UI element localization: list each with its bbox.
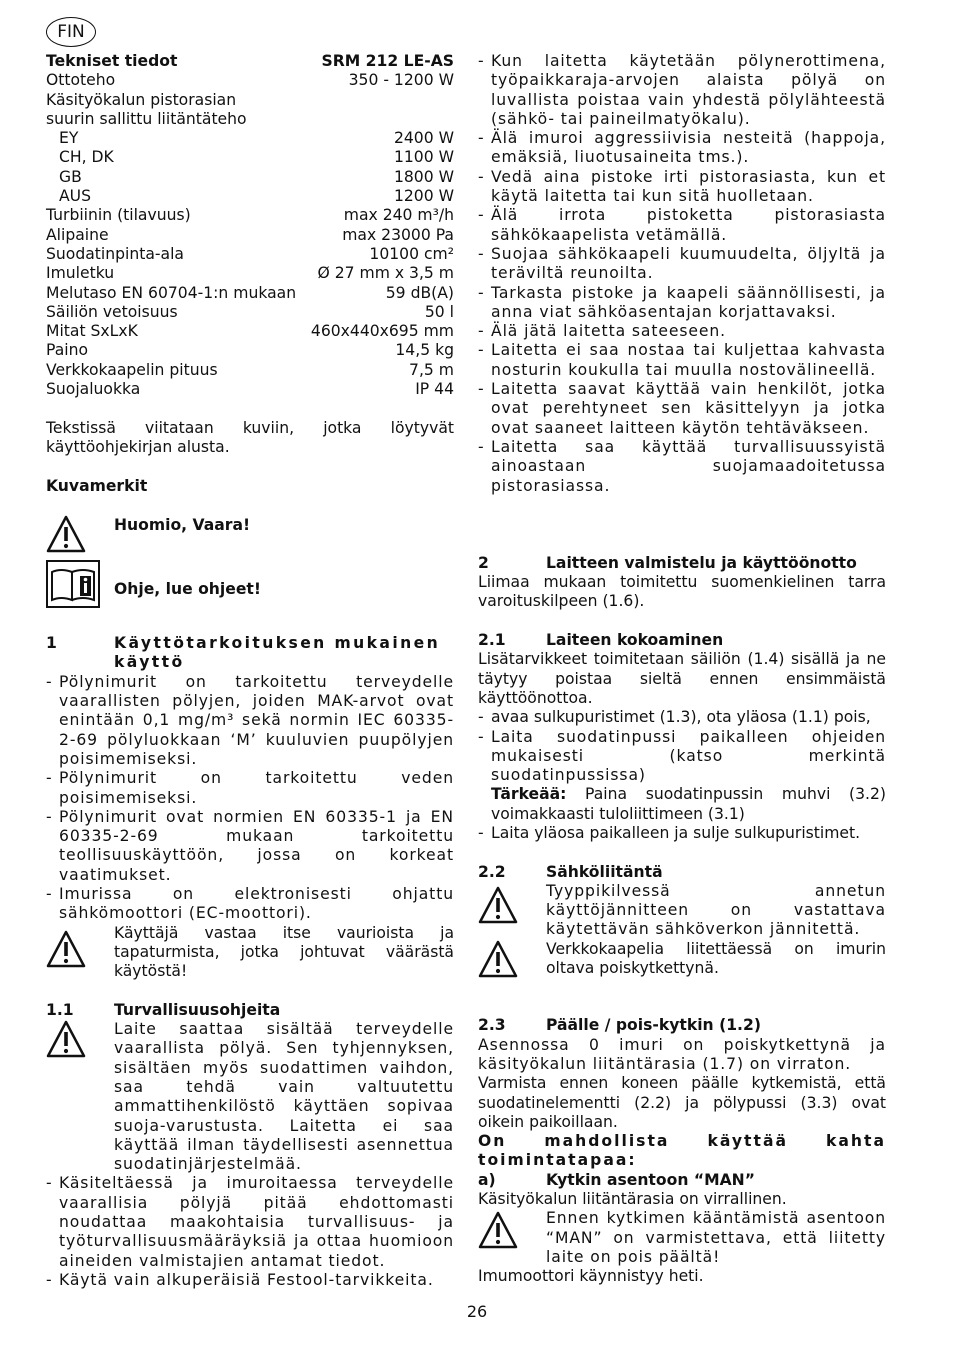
specs-title: Tekniset tiedot: [46, 52, 178, 70]
list-item: - Pölynimurit ovat normien EN 60335-1 ja EN 60335-2-69 mukaan tarkoitettu teollisuuskäyttöön, jossa on korkeat vaatimukset.: [46, 808, 454, 885]
section-2-3-warning: Ennen kytkimen kääntämistä asentoon “MAN” on varmistettava, että liitetty laite on pois päältä!: [478, 1209, 886, 1267]
language-badge: FIN: [46, 17, 96, 47]
spec-row: [46, 129, 454, 148]
section-1-heading: 1 Käyttötarkoituksen mukainen käyttö: [46, 634, 441, 672]
list-item: - Laitetta ei saa nostaa tai kuljettaa kahvasta nosturin koukulla tai muulla nostovälineellä.: [478, 341, 886, 380]
section-2-3-text-2: Varmista ennen koneen päälle kytkemistä, että suodatinelementti (2.2) ja pölypussi (3.3) ovat oikein paikoillaan.: [478, 1074, 886, 1131]
symbol-manual-label: Ohje, lue ohjeet!: [114, 580, 261, 599]
spec-label: AUS: [59, 187, 91, 206]
spec-label: Alipaine: [46, 225, 109, 244]
section-2-3-heading: 2.3 Päälle / pois-kytkin (1.2): [478, 1016, 761, 1035]
symbols-title: Kuvamerkit: [46, 476, 148, 495]
spec-value: max 23000 Pa: [342, 225, 454, 244]
section-1-list: [46, 673, 454, 924]
manual-info-icon: [46, 560, 114, 616]
spec-value: IP 44: [415, 380, 454, 399]
section-1-warning: Käyttäjä vastaa itse vaurioista ja tapaturmista, jotka johtuvat väärästä käytöstä!: [46, 924, 454, 982]
spec-row: [46, 245, 454, 264]
important-label: Tärkeää:: [491, 785, 567, 804]
section-1-1-list-left: [46, 1174, 454, 1290]
spec-value: 50 l: [424, 302, 454, 321]
spec-row: [46, 322, 454, 341]
warning-icon: [478, 940, 546, 979]
spec-row: [46, 187, 454, 206]
spec-row: [46, 91, 454, 110]
list-item: - Laita suodatinpussi paikalleen ohjeiden mukaisesti (katso merkintä suodatinpussissa) Tärkeää: Paina suodatinpussin muhvi (3.2) voimakkaasti tuloliittimeen (3.1): [478, 728, 886, 824]
list-item: - Vedä aina pistoke irti pistorasiasta, kun et käytä laitetta tai kun sitä huolletaan.: [478, 168, 886, 207]
spec-label: Melutaso EN 60704-1:n mukaan: [46, 283, 297, 302]
list-item: - Älä irrota pistoketta pistorasiasta sähkökaapelista vetämällä.: [478, 206, 886, 245]
spec-value: 1800 W: [393, 167, 454, 186]
list-item: - Laitetta saavat käyttää vain henkilöt, jotka ovat perehtyneet sen käsittelyyn ja jotka ovat saaneet laitteen käytön tehtäväkseen.: [478, 380, 886, 438]
symbol-warning-row: [46, 515, 454, 555]
list-item: - Imurissa on elektronisesti ohjattu sähkömoottori (EC-moottori).: [46, 885, 454, 924]
spec-row: [46, 284, 454, 303]
spec-label: Suojaluokka: [46, 380, 141, 399]
specs-header: [46, 52, 454, 71]
spec-value: 59 dB(A): [385, 283, 454, 302]
section-2-1-heading: 2.1 Laiteen kokoaminen: [478, 631, 724, 650]
spec-value: 1200 W: [393, 187, 454, 206]
spec-row: [46, 148, 454, 167]
spec-value: 460x440x695 mm: [310, 322, 454, 341]
spec-value: max 240 m³/h: [343, 206, 454, 225]
list-item: - Älä jätä laitetta sateeseen.: [478, 322, 886, 341]
spec-row: [46, 168, 454, 187]
spec-row: [46, 341, 454, 360]
spec-label: Verkkokaapelin pituus: [46, 360, 218, 379]
spec-label: Suodatinpinta-ala: [46, 244, 184, 263]
list-item: - Kun laitetta käytetään pölynerottimena, työpaikkaraja-arvojen alaista pölyä on luvallista poistaa vain yhdestä pölylähteestä (sähkö- tai paineilmatyökalu).: [478, 52, 886, 129]
section-2-3-text-4: Imumoottori käynnistyy heti.: [478, 1267, 704, 1286]
warning-icon: [46, 924, 114, 982]
spec-label: Paino: [46, 341, 89, 360]
section-2-2-heading: 2.2 Sähköliitäntä: [478, 862, 663, 881]
figures-note: Tekstissä viitataan kuviin, jotka löytyvät käyttöohjekirjan alusta.: [46, 418, 454, 456]
list-item: - Laita yläosa paikalleen ja sulje sulkupuristimet.: [478, 824, 886, 843]
list-item: - Laitetta saa käyttää turvallisuussyistä ainoastaan suojamaadoitetussa pistorasiassa.: [478, 438, 886, 496]
list-item: - avaa sulkupuristimet (1.3), ota yläosa (1.1) pois,: [478, 708, 886, 727]
symbol-warning-label: Huomio, Vaara!: [114, 516, 251, 535]
page-number: 26: [466, 1302, 488, 1321]
section-2-1-list: [478, 708, 886, 843]
spec-label: suurin sallittu liitäntäteho: [46, 109, 247, 128]
spec-label: Imuletku: [46, 264, 115, 283]
right-column: [478, 52, 886, 1287]
list-item: - Käytä vain alkuperäisiä Festool-tarvikkeita.: [46, 1271, 454, 1290]
spec-value: 14,5 kg: [395, 341, 454, 360]
section-2-3-text-3: Käsityökalun liitäntärasia on virrallinen.: [478, 1190, 787, 1209]
list-item: - Tarkasta pistoke ja kaapeli säännöllisesti, ja anna viat sähköasentajan korjattavaksi.: [478, 284, 886, 323]
spec-row: [46, 361, 454, 380]
section-1-1-heading: 1.1 Turvallisuusohjeita: [46, 1000, 281, 1019]
spec-label: Säiliön vetoisuus: [46, 302, 178, 321]
section-2-2-warning-2: Verkkokaapelia liitettäessä on imurin oltava poiskytkettynä.: [478, 940, 886, 979]
spec-value: 10100 cm²: [369, 244, 454, 263]
list-item: - Älä imuroi aggressiivisia nesteitä (happoja, emäksiä, liuotusaineita tms.).: [478, 129, 886, 168]
spec-label: EY: [59, 129, 79, 148]
spec-label: Ottoteho: [46, 71, 116, 90]
list-item: - Suojaa sähkökaapeli kuumuudelta, öljyltä ja teräviltä reunoilta.: [478, 245, 886, 284]
section-2-1-text: Lisätarvikkeet toimitetaan säiliön (1.4) sisällä ja ne täytyy poistaa sieltä ennen ensimmäistä käyttöönottoa.: [478, 650, 886, 707]
spec-row: [46, 110, 454, 129]
spec-value: 7,5 m: [409, 360, 454, 379]
spec-value: 2400 W: [393, 129, 454, 148]
warning-icon: [46, 1020, 114, 1174]
section-2-text: Liimaa mukaan toimitettu suomenkielinen tarra varoituskilpeen (1.6).: [478, 573, 886, 611]
section-2-3-bold-text: On mahdollista käyttää kahta toimintatapaa:: [478, 1132, 886, 1170]
spec-row: [46, 206, 454, 225]
specs-model: SRM 212 LE-AS: [321, 52, 454, 70]
spec-row: [46, 71, 454, 90]
spec-label: Mitat SxLxK: [46, 322, 138, 341]
spec-row: [46, 226, 454, 245]
warning-icon: [46, 515, 114, 555]
spec-label: Turbiinin (tilavuus): [46, 206, 191, 225]
section-2-heading: 2 Laitteen valmistelu ja käyttöönotto: [478, 553, 857, 572]
list-item: - Pölynimurit on tarkoitettu terveydelle vaarallisten pölyjen, joiden MAK-arvot ovat enintään 0,1 mg/m³ sekä normin IEC 60335-2-69 pölyluokkaan ‘M’ kuuluvien puupölyjen poisimemiseksi.: [46, 673, 454, 769]
warning-icon: [478, 882, 546, 940]
spec-value: 1100 W: [393, 148, 454, 167]
warning-icon: [478, 1209, 546, 1267]
list-item: - Pölynimurit on tarkoitettu veden poisimemiseksi.: [46, 769, 454, 808]
spec-label: Käsityökalun pistorasian: [46, 90, 237, 109]
section-1-1-warning: Laite saattaa sisältää terveydelle vaarallista pölyä. Sen tyhjennyksen, sisältäen myös suodattimen vaihdon, saa tehdä vain valtuutettu ammattihenkilöstö käyttäen sopivaa suoja-varustusta. Laitetta ei saa käyttää ilman täydellisesti asennettua suodatinjärjestelmää.: [46, 1020, 454, 1174]
section-1-1-list-right: [478, 52, 886, 496]
spec-value: Ø 27 mm x 3,5 m: [317, 264, 454, 283]
specs-table: [46, 71, 454, 399]
section-2-3-text-1: Asennossa 0 imuri on poiskytkettynä ja käsityökalun liitäntärasia (1.7) on virraton.: [478, 1035, 886, 1073]
spec-label: CH, DK: [59, 148, 114, 167]
section-2-2-warning-1: Tyyppikilvessä annetun käyttöjännitteen on vastattava käytettävän sähköverkon jännitettä.: [478, 882, 886, 940]
list-item: - Käsiteltäessä ja imuroitaessa terveydelle vaarallisia pölyjä pitää ehdottomasti noudattaa maakohtaisia turvallisuus- ja työturvallisuusmääräyksiä ja ottaa huomioon aineiden valmistajien antamat tiedot.: [46, 1174, 454, 1270]
spec-label: GB: [59, 167, 82, 186]
symbol-manual-row: [46, 560, 454, 616]
spec-row: [46, 264, 454, 283]
spec-value: 350 - 1200 W: [348, 71, 454, 90]
spec-row: [46, 303, 454, 322]
left-column: [46, 52, 454, 1290]
spec-row: [46, 380, 454, 399]
section-2-3-sub-heading: a) Kytkin asentoon “MAN”: [478, 1170, 755, 1189]
